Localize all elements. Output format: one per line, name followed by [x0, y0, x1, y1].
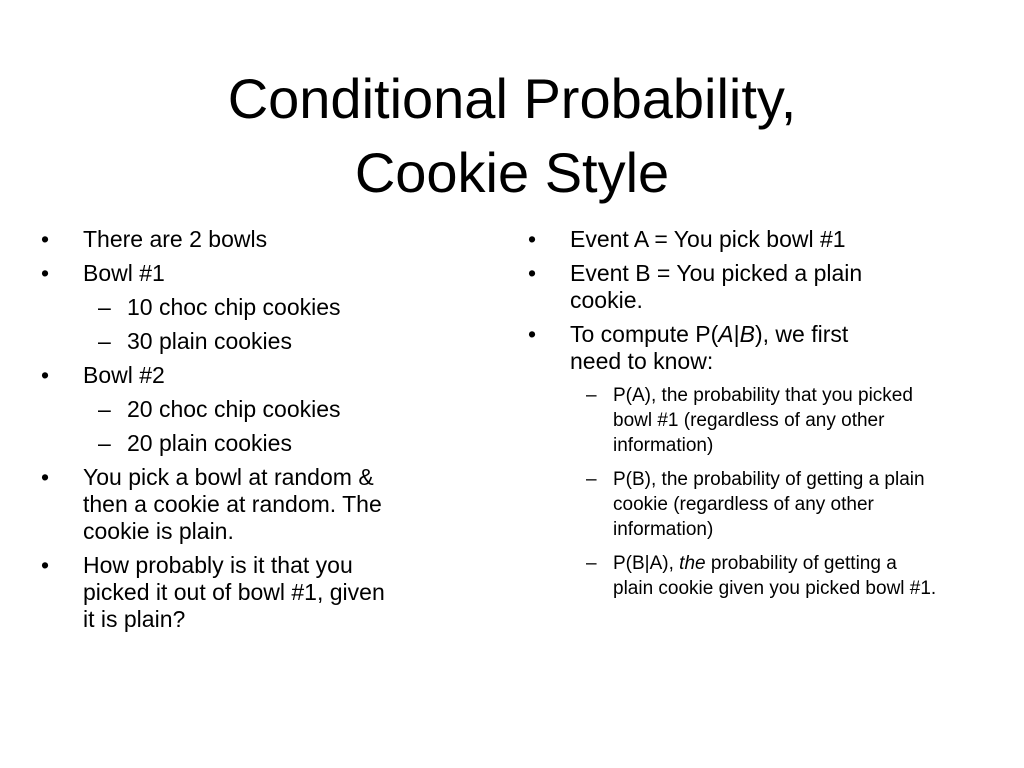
list-item [40, 260, 460, 355]
list-item-text: Bowl #2 [83, 362, 165, 388]
bullet-icon: • [41, 464, 50, 490]
bullet-icon: • [528, 226, 537, 252]
list-item [527, 260, 900, 314]
list-item [40, 226, 460, 253]
event-a-symbol: A [718, 321, 734, 347]
emphasis-text: the [679, 553, 706, 574]
dash-icon: – [98, 294, 111, 320]
sub-list-item [83, 430, 460, 457]
list-item-text: There are 2 bowls [83, 226, 268, 252]
list-item-text [570, 321, 848, 374]
list-item-text: You pick a bowl at random & then a cookie at random. The cookie is plain. [83, 464, 382, 544]
sub-list [83, 396, 460, 457]
bullet-icon: • [528, 321, 537, 347]
list-item [527, 321, 937, 601]
left-column [40, 226, 460, 640]
text-run: To compute P( [570, 321, 719, 347]
dash-icon: – [98, 396, 111, 422]
sub-list-item-text: 30 plain cookies [127, 328, 292, 354]
left-bullet-list [40, 226, 460, 633]
list-item [527, 226, 967, 253]
sub-list [83, 294, 460, 355]
list-item-text: How probably is it that you picked it out of bowl #1, given it is plain? [83, 552, 385, 632]
text-run: | [733, 321, 740, 347]
slide-title-line-1: Conditional Probability, [227, 67, 797, 130]
bullet-icon: • [41, 552, 50, 578]
text-run: probability of getting a plain cookie given you picked bowl #1. [613, 553, 937, 599]
sub-list-item [83, 396, 460, 423]
sub-list-item [570, 467, 940, 542]
list-item-text: Bowl #1 [83, 260, 165, 286]
event-b-symbol: B [739, 321, 755, 347]
right-column [527, 226, 967, 610]
sub-list-item-text: P(B), the probability of getting a plain cookie (regardless of any other information) [613, 469, 925, 540]
sub-list-item [570, 383, 940, 458]
sub-list-item [570, 551, 940, 601]
sub-list-item [83, 328, 460, 355]
list-item [40, 362, 460, 457]
sub-list [570, 383, 940, 601]
bullet-icon: • [41, 362, 50, 388]
sub-list-item-text: 20 plain cookies [127, 430, 292, 456]
sub-list-item-text: P(A), the probability that you picked bowl #1 (regardless of any other information) [613, 385, 913, 456]
bullet-icon: • [528, 260, 537, 286]
bullet-icon: • [41, 226, 50, 252]
sub-list-item-text: 10 choc chip cookies [127, 294, 341, 320]
dash-icon: – [586, 469, 597, 490]
dash-icon: – [586, 553, 597, 574]
sub-list-item [83, 294, 460, 321]
list-item-text: Event B = You picked a plain cookie. [570, 260, 863, 313]
list-item [40, 464, 423, 545]
text-run: ), we first need to know: [570, 321, 849, 374]
dash-icon: – [98, 430, 111, 456]
slide-title [0, 62, 1024, 210]
sub-list-item-text: 20 choc chip cookies [127, 396, 341, 422]
slide-title-line-2: Cookie Style [354, 141, 670, 204]
text-run: P(B|A), [613, 553, 680, 574]
bullet-icon: • [41, 260, 50, 286]
list-item-text: Event A = You pick bowl #1 [570, 226, 846, 252]
sub-list-item-text [613, 553, 936, 599]
right-bullet-list [527, 226, 967, 601]
list-item [40, 552, 398, 633]
dash-icon: – [98, 328, 111, 354]
dash-icon: – [586, 385, 597, 406]
